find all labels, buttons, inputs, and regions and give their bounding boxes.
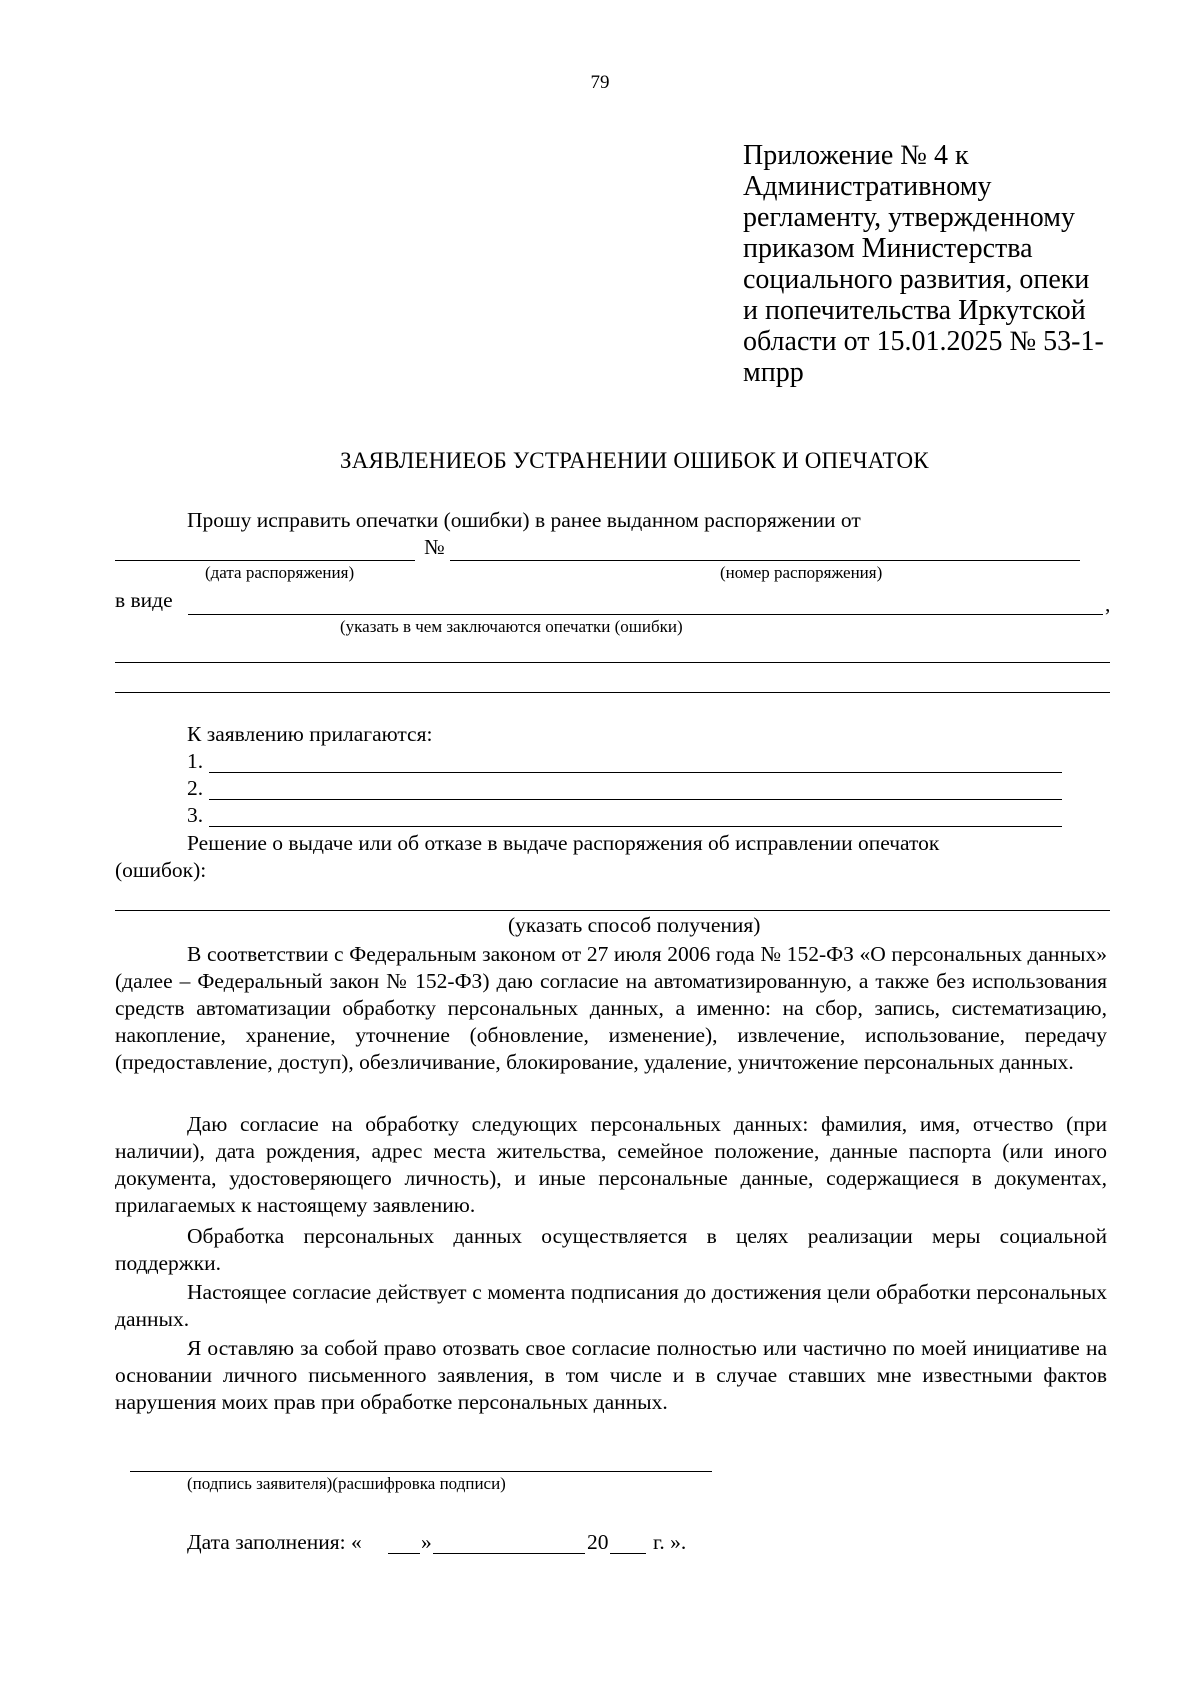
consent-paragraph: В соответствии с Федеральным законом от 27 июля 2006 года № 152-ФЗ «О персональных данных» (далее – Федеральный закон № 152-ФЗ) даю согласие на автоматизированную, а также без использования средств автоматизации обработку персональных данных, а именно: на сбор, запись, систематизацию, накопление, хранение, уточнение (обновление, изменение), извлечение, использование, передачу (предоставление, доступ), обезличивание, блокирование, удаление, уничтожение персональных данных. [115, 942, 1107, 1074]
in-form-label: в виде [115, 588, 173, 612]
date-field-line[interactable] [115, 560, 415, 561]
attachment-line-3[interactable] [209, 826, 1062, 827]
attachments-heading: К заявлению прилагаются: [187, 722, 433, 746]
number-hint: (номер распоряжения) [720, 563, 883, 582]
errors-field-line[interactable] [188, 614, 1103, 615]
number-sign: № [424, 535, 445, 559]
consent-paragraph: Настоящее согласие действует с момента подписания до достижения цели обработки персональных данных. [115, 1280, 1107, 1331]
consent-paragraph: Даю согласие на обработку следующих персональных данных: фамилия, имя, отчество (при наличии), дата рождения, адрес места жительства, семейное положение, данные паспорта (или иного документа, удостоверяющего личность), и иные персональные данные, содержащиеся в документах, прилагаемых к настоящему заявлению. [115, 1112, 1107, 1217]
attachment-line-1[interactable] [209, 772, 1062, 773]
signature-hint: (подпись заявителя)(расшифровка подписи) [187, 1474, 506, 1493]
blank-line-2[interactable] [115, 692, 1110, 693]
decision-text: Решение о выдаче или об отказе в выдаче распоряжения об исправлении опечаток [187, 831, 940, 855]
date-hint: (дата распоряжения) [205, 563, 355, 582]
consent-paragraph: Обработка персональных данных осуществляется в целях реализации меры социальной поддержки. [115, 1224, 1107, 1275]
delivery-method-line[interactable] [115, 910, 1110, 911]
consent-paragraph: Я оставляю за собой право отозвать свое согласие полностью или частично по моей инициативе на основании личного письменного заявления, в том числе и в случае ставших мне известными фактов нарушения моих прав при обработке персональных данных. [115, 1336, 1107, 1414]
appendix-block [743, 140, 1104, 388]
fill-year-line[interactable] [610, 1553, 646, 1554]
appendix-line: мпрр [743, 357, 804, 388]
request-intro: Прошу исправить опечатки (ошибки) в ранее выданном распоряжении от [187, 508, 861, 532]
appendix-line: и попечительства Иркутской [743, 295, 1086, 326]
errors-hint: (указать в чем заключаются опечатки (ошибки) [340, 617, 683, 636]
appendix-line: социального развития, опеки [743, 264, 1090, 295]
attachment-number: 1. [187, 749, 204, 773]
attachment-number: 2. [187, 776, 204, 800]
fill-year-prefix: 20 [587, 1530, 609, 1554]
number-field-line[interactable] [450, 560, 1080, 561]
page-number: 79 [590, 72, 610, 93]
signature-line[interactable] [130, 1471, 712, 1472]
fill-date-close-quote: » [421, 1530, 432, 1554]
attachment-line-2[interactable] [209, 799, 1062, 800]
appendix-line: приказом Министерства [743, 233, 1033, 264]
delivery-method-hint: (указать способ получения) [508, 913, 761, 937]
appendix-line: Приложение № 4 к [743, 140, 969, 171]
appendix-line: Административному [743, 171, 992, 202]
comma: , [1105, 592, 1111, 616]
fill-date-label: Дата заполнения: « [187, 1530, 362, 1554]
appendix-line: области от 15.01.2025 № 53-1- [743, 326, 1104, 357]
fill-date-suffix: г. ». [653, 1530, 687, 1554]
decision-text-cont: (ошибок): [115, 858, 207, 882]
fill-day-line[interactable] [388, 1553, 420, 1554]
appendix-line: регламенту, утвержденному [743, 202, 1075, 233]
document-title: ЗАЯВЛЕНИЕОБ УСТРАНЕНИИ ОШИБОК И ОПЕЧАТОК [340, 448, 929, 473]
fill-month-line[interactable] [433, 1553, 585, 1554]
attachment-number: 3. [187, 803, 204, 827]
blank-line-1[interactable] [115, 662, 1110, 663]
